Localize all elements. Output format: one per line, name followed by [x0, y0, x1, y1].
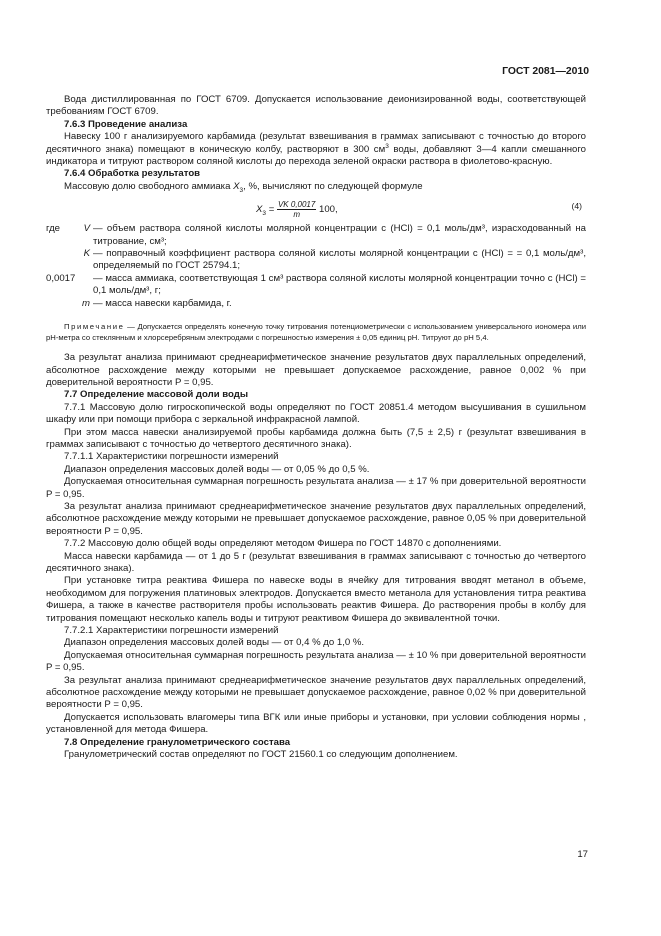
- paragraph-range-2: Диапазон определения массовых долей воды — от 0,4 % до 1,0 %.: [64, 637, 365, 649]
- definition-constant-text: — масса аммиака, соответствующая 1 см³ раствора соляной кислоты молярной концентрации точно с (HCl) = 0,1 моль/дм³, г;: [93, 272, 586, 297]
- formula-denominator: m: [293, 210, 300, 220]
- page-number: 17: [577, 849, 588, 860]
- paragraph-water: Вода дистиллированная по ГОСТ 6709. Допускается использование деионизированной воды, соответствующей требованиям ГОСТ 6709.: [46, 94, 586, 118]
- paragraph-error-1: Допускаемая относительная суммарная погрешность результата анализа — ± 17 % при доверительной вероятности P = 0,95.: [46, 476, 586, 500]
- document-page: [46, 0, 589, 936]
- superscript-3: 3: [385, 142, 389, 150]
- paragraph-range-1: Диапазон определения массовых долей воды — от 0,05 % до 0,5 %.: [64, 463, 370, 475]
- definitions-list: [46, 223, 586, 310]
- paragraph-error-2: Допускаемая относительная суммарная погрешность результата анализа — ± 10 % при доверительной вероятности P = 0,95.: [46, 649, 586, 674]
- definition-v-text: — объем раствора соляной кислоты молярной концентрации с (HCl) = 0,1 моль/дм³, израсходованный на титрование, см³;: [93, 223, 586, 247]
- document-body: [46, 94, 586, 762]
- definition-k-text: — поправочный коэффициент раствора соляной кислоты молярной концентрации с (HCl) = = 0,1 моль/дм³, определяемый по ГОСТ 25794.1;: [93, 248, 586, 272]
- heading-7-8: 7.8 Определение гранулометрического состава: [64, 736, 291, 748]
- definition-constant: [46, 273, 586, 298]
- definition-v: [46, 223, 586, 248]
- document-header: ГОСТ 2081—2010: [502, 66, 589, 77]
- paragraph-analysis-part2: воды, добавляют 3—4 капли смешанного индикатора и титруют раствором соляной кислоты до перехода зеленой окраски раствора в фиолетово-красную.: [46, 143, 586, 168]
- formula-intro-text: Массовую долю свободного аммиака: [64, 180, 234, 192]
- definition-m-text: — масса навески карбамида, г.: [93, 297, 232, 309]
- definition-constant-var: 0,0017: [46, 272, 76, 284]
- note: [46, 321, 586, 343]
- formula-intro-sub: 3: [239, 186, 244, 194]
- paragraph-urea-mass: Масса навески карбамида — от 1 до 5 г (результат взвешивания в граммах записывают с точностью до четвертого десятичного знака).: [46, 550, 586, 574]
- paragraph-7-7-2: 7.7.2 Массовую долю общей воды определяют методом Фишера по ГОСТ 14870 с дополнениями.: [64, 538, 502, 550]
- paragraph-7-7-2-1: 7.7.2.1 Характеристики погрешности измерений: [64, 625, 279, 637]
- paragraph-formula-intro: [46, 181, 586, 193]
- formula-equals: =: [266, 204, 277, 216]
- definition-k: [46, 248, 586, 273]
- paragraph-granulometric: Гранулометрический состав определяют по ГОСТ 21560.1 со следующим дополнением.: [64, 749, 458, 761]
- heading-7-7: 7.7 Определение массовой доли воды: [64, 389, 249, 401]
- paragraph-result-water-2: За результат анализа принимают среднеарифметическое значение результатов двух параллельных определений, абсолютное расхождение между которыми не превышает допускаемое расхождение, равное 0,02 % при доверительной вероятности P = 0,95.: [46, 674, 586, 711]
- definitions-where: где: [46, 223, 61, 235]
- paragraph-7-7-1: 7.7.1 Массовую долю гигроскопической воды определяют по ГОСТ 20851.4 методом высушивания в сушильном шкафу или при помощи прибора с зеркальной инфракрасной лампой.: [46, 401, 586, 426]
- formula-4: [46, 195, 586, 221]
- note-label: Примечание: [64, 322, 125, 332]
- formula-tail: 100,: [316, 204, 338, 216]
- paragraph-fischer-titre: При установке титра реактива Фишера по навеске воды в ячейку для титрования вводят метанол в объеме, необходимом для погружения платиновых электродов. Допускается вместо метанола для установления титра реактива Фишера, а также в качестве растворителя пробы использовать реактив Фишера. До растворения пробы в колбу для титрования помещают несколько капель воды и титруют реактивом Фишера до эквивалентной точки.: [46, 575, 586, 624]
- definition-k-var: K: [83, 248, 90, 260]
- paragraph-result-ammonia: За результат анализа принимают среднеарифметическое значение результатов двух параллельных определений, абсолютное расхождение между которыми не превышает допускаемое расхождение, равное 0,002 % при доверительной вероятности P = 0,95.: [46, 352, 586, 388]
- heading-7-6-3: 7.6.3 Проведение анализа: [64, 118, 188, 130]
- formula-intro-text-end: , %, вычисляют по следующей формуле: [243, 180, 423, 192]
- paragraph-moisture-meters: Допускается использовать влагомеры типа ВГК или иные приборы и установки, при условии соблюдения нормы , установленной для метода Фишера.: [46, 711, 586, 736]
- formula-lhs-sub: 3: [262, 210, 267, 218]
- definition-v-var: V: [83, 223, 90, 235]
- paragraph-analysis: [46, 131, 586, 168]
- formula-lhs-var: X: [256, 204, 263, 216]
- definition-m: [46, 298, 586, 310]
- formula-expression: [256, 200, 338, 219]
- formula-intro-var: X: [233, 180, 240, 192]
- note-text: — Допускается определять конечную точку титрования потенциометрически с использованием универсального иономера или рН-метра со стеклянным и хлорсеребряным электродами с погрешностью измерения ± 0,05 единиц рН. Титруют до рН 5,4.: [46, 322, 586, 343]
- paragraph-result-water-1: За результат анализа принимают среднеарифметическое значение результатов двух параллельных определений, абсолютное расхождение между которыми не превышает допускаемое расхождение, равное 0,05 % при доверительной вероятности P = 0,95.: [46, 500, 586, 537]
- formula-numerator: VK 0,0017: [277, 200, 316, 210]
- formula-fraction: [277, 200, 316, 219]
- paragraph-analysis-part1: Навеску 100 г анализируемого карбамида (результат взвешивания в граммах записывают с точностью до второго десятичного знака) помещают в коническую колбу, растворяют в 300 см: [46, 131, 586, 155]
- paragraph-sample-mass: При этом масса навески анализируемой пробы карбамида должна быть (7,5 ± 2,5) г (результат взвешивания в граммах записывают с точностью до четвертого десятичного знака).: [46, 426, 586, 450]
- definition-m-var: m: [82, 297, 90, 309]
- heading-7-6-4: 7.6.4 Обработка результатов: [64, 168, 201, 180]
- formula-number: (4): [571, 201, 582, 212]
- paragraph-7-7-1-1: 7.7.1.1 Характеристики погрешности измерений: [64, 451, 279, 463]
